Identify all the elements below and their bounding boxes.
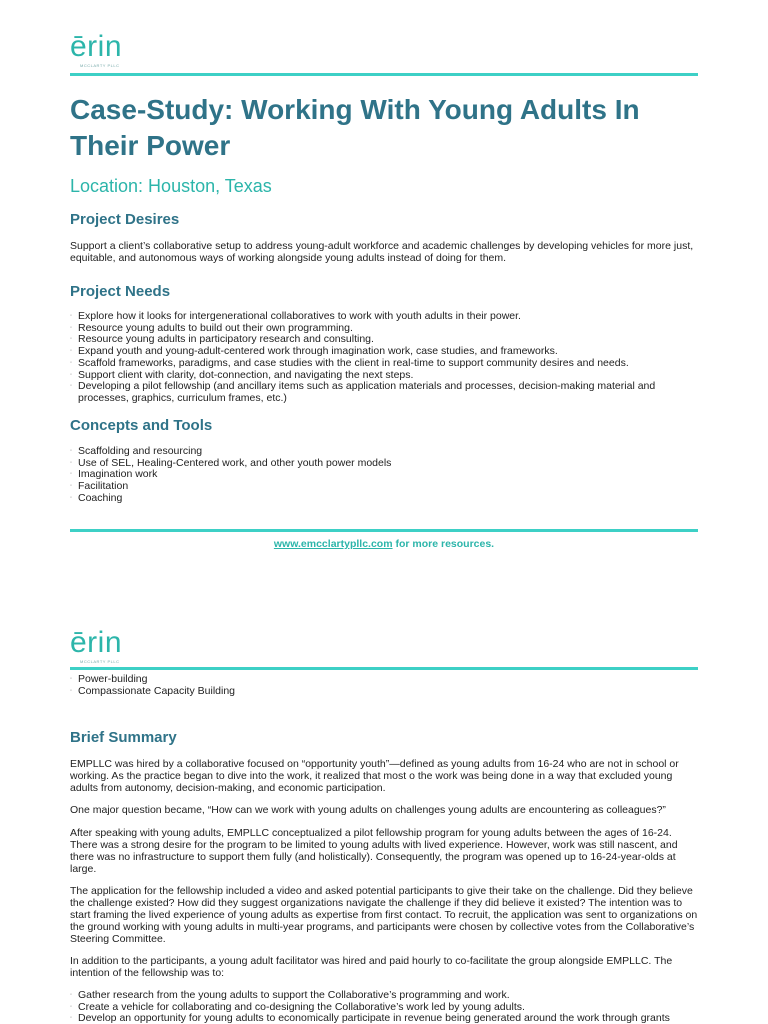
logo-word: ērin xyxy=(70,626,123,659)
project-desires-text: Support a client’s collaborative setup to address young-adult workforce and academic challenges by developing vehicles for more just, equitable, and autonomous ways of working alongside young adults instead of doing for them. xyxy=(70,240,694,264)
concepts-tools-list-continued xyxy=(70,674,698,697)
list-item: ◦ Create a vehicle for collaborating and co-designing the Collaborative’s work led by young adults. xyxy=(70,1002,698,1014)
list-item: ◦ Resource young adults to build out their own programming. xyxy=(70,323,698,335)
summary-paragraph: After speaking with young adults, EMPLLC conceptualized a pilot fellowship program for young adults between the ages of 16-24. There was a strong desire for the program to be limited to young adults with lived experience. However, work was still nascent, and there was no infrastructure to support them fully (and holistically). Consequently, the program was opened up to 16-24-year-olds at large. xyxy=(70,827,678,875)
logo-tagline: MCCLARTY PLLC xyxy=(80,63,120,68)
logo-tagline: MCCLARTY PLLC xyxy=(80,659,120,664)
erin-logo xyxy=(70,32,122,68)
list-item: ◦ Developing a pilot fellowship (and ancillary items such as application materials and processes, decision-making material and processes, graphics, curriculum frames, etc.) xyxy=(70,381,698,404)
list-item: ◦ Resource young adults in participatory research and consulting. xyxy=(70,334,698,346)
fellowship-intentions-list xyxy=(70,990,698,1024)
concepts-tools-list xyxy=(70,446,698,505)
list-item: ◦ Use of SEL, Healing-Centered work, and other youth power models xyxy=(70,458,698,470)
list-item: ◦ Coaching xyxy=(70,493,698,505)
list-item: ◦ Explore how it looks for intergenerational collaboratives to work with youth adults in their power. xyxy=(70,311,698,323)
list-item: ◦ Compassionate Capacity Building xyxy=(70,686,698,698)
list-item: ◦ Power-building xyxy=(70,674,698,686)
list-item: ◦ Gather research from the young adults to support the Collaborative’s programming and work. xyxy=(70,990,698,1002)
summary-paragraph: EMPLLC was hired by a collaborative focused on “opportunity youth”—defined as young adults from 16-24 who are not in school or working. As the practice began to dive into the work, it realized that most o the work was being done in a way that excluded young adults from autonomy, decision-making, and economic participation. xyxy=(70,758,679,794)
location: Location: Houston, Texas xyxy=(70,176,272,196)
footer-suffix: for more resources. xyxy=(392,538,495,550)
project-desires-heading: Project Desires xyxy=(70,211,180,228)
summary-paragraph: One major question became, “How can we work with young adults on challenges young adults are encountering as colleagues?” xyxy=(70,804,666,816)
summary-paragraph: In addition to the participants, a young adult facilitator was hired and paid hourly to co-facilitate the group alongside EMPLLC. The intention of the fellowship was to: xyxy=(70,955,673,979)
website-link[interactable]: www.emcclartypllc.com xyxy=(273,538,393,550)
list-item: ◦ Develop an opportunity for young adults to economically participate in revenue being generated around the work through grants xyxy=(70,1013,698,1024)
list-item: ◦ Scaffold frameworks, paradigms, and case studies with the client in real-time to support community desires and needs. xyxy=(70,358,698,370)
summary-paragraph: The application for the fellowship included a video and asked potential participants to give their take on the challenge. Did they believe the challenge existed? How did they suggest organizations navigate the challenge if they did believe it existed? The intention was to start framing the lived experience of young adults as expertise from first contact. To recruit, the application was sent to organizations on the ground working with young adults in multi-year programs, and participants were chosen by collective votes from the Collaborative’s Steering Committee. xyxy=(70,885,698,945)
concepts-tools-heading: Concepts and Tools xyxy=(70,417,213,434)
project-needs-list xyxy=(70,311,698,405)
page-title: Case-Study: Working With Young Adults In Their Power xyxy=(70,94,640,161)
brief-summary-heading: Brief Summary xyxy=(70,729,177,746)
list-item: ◦ Scaffolding and resourcing xyxy=(70,446,698,458)
erin-logo xyxy=(70,628,122,664)
footer-rule xyxy=(70,529,698,532)
project-needs-heading: Project Needs xyxy=(70,283,171,300)
list-item: ◦ Support client with clarity, dot-connection, and navigating the next steps. xyxy=(70,370,698,382)
list-item: ◦ Imagination work xyxy=(70,469,698,481)
list-item: ◦ Facilitation xyxy=(70,481,698,493)
header-rule xyxy=(70,73,698,76)
list-item: ◦ Expand youth and young-adult-centered work through imagination work, case studies, and frameworks. xyxy=(70,346,698,358)
header-rule xyxy=(70,667,698,670)
logo-word: ērin xyxy=(70,30,123,63)
page-2 xyxy=(0,620,768,1024)
footer xyxy=(0,538,768,550)
